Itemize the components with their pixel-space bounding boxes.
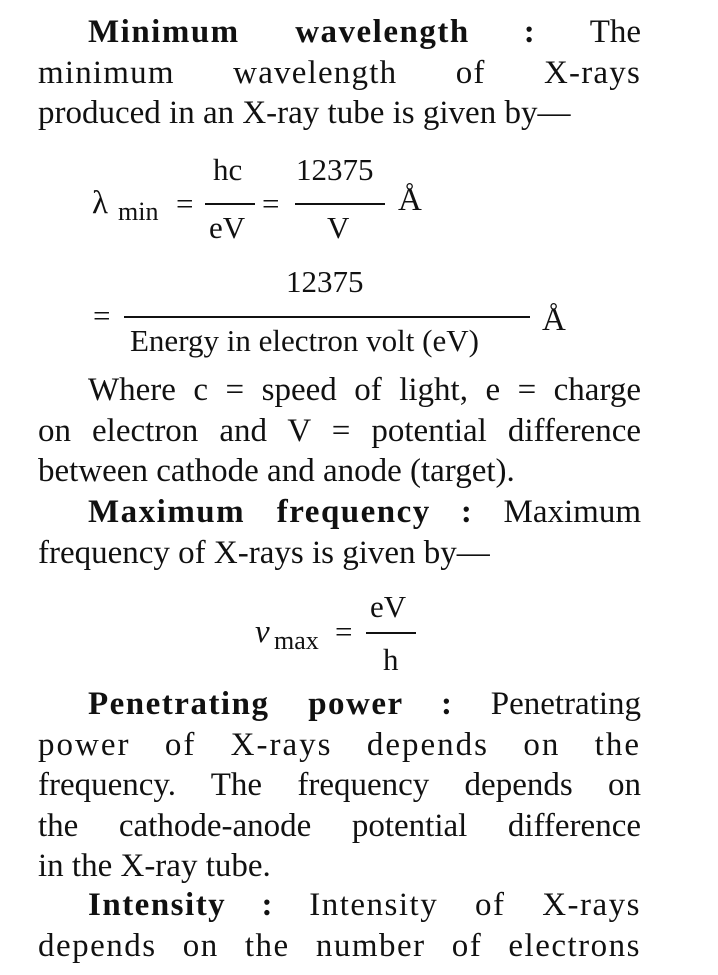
line: frequency of X-rays is given by— bbox=[38, 534, 490, 571]
nu-subscript: max bbox=[274, 626, 319, 655]
heading-penetrating-power: Penetrating power bbox=[88, 686, 404, 722]
heading-separator: : bbox=[440, 686, 454, 722]
line: minimum wavelength of X-rays bbox=[38, 54, 641, 91]
fraction-numerator: hc bbox=[213, 152, 243, 187]
fraction-bar bbox=[366, 632, 416, 634]
paragraph-intensity bbox=[38, 885, 641, 966]
equals-sign: = bbox=[176, 186, 194, 221]
line: Where c = speed of light, e = charge bbox=[88, 372, 641, 408]
heading-minimum-wavelength: Minimum wavelength bbox=[88, 14, 470, 50]
fraction-numerator: eV bbox=[370, 589, 407, 624]
paragraph-penetrating-power bbox=[38, 684, 641, 887]
fraction-denominator: h bbox=[383, 642, 399, 677]
equals-sign: = bbox=[262, 186, 280, 221]
line: produced in an X-ray tube is given by— bbox=[38, 95, 571, 131]
line: in the X-ray tube. bbox=[38, 848, 271, 884]
text-fragment: Maximum bbox=[503, 494, 642, 530]
text-fragment: Intensity of X-rays bbox=[309, 887, 642, 923]
equals-sign: = bbox=[93, 298, 111, 333]
heading-intensity: Intensity bbox=[88, 887, 227, 923]
text-page bbox=[38, 885, 641, 966]
line: the cathode-anode potential difference bbox=[38, 807, 641, 844]
fraction-numerator: 12375 bbox=[286, 264, 364, 299]
equals-sign: = bbox=[335, 614, 353, 649]
heading-separator: : bbox=[523, 14, 537, 50]
line: on electron and V = potential difference bbox=[38, 412, 641, 449]
lambda-subscript: min bbox=[118, 197, 159, 226]
line: frequency. The frequency depends on bbox=[38, 767, 641, 803]
text-fragment: Penetrating bbox=[490, 686, 642, 722]
line bbox=[38, 885, 641, 926]
line: depends on the number of electrons bbox=[38, 927, 641, 964]
line: between cathode and anode (target). bbox=[38, 453, 515, 489]
fraction-denominator: Energy in electron volt (eV) bbox=[130, 323, 479, 358]
angstrom-unit: Å bbox=[398, 182, 422, 218]
fraction-numerator: 12375 bbox=[296, 152, 374, 187]
text-page bbox=[38, 684, 641, 887]
line: power of X-rays depends on the bbox=[38, 726, 641, 763]
lambda-symbol: λ bbox=[92, 185, 109, 221]
line bbox=[38, 684, 641, 725]
heading-maximum-frequency: Maximum frequency bbox=[88, 494, 431, 530]
text-fragment: The bbox=[589, 14, 642, 50]
fraction-denominator: eV bbox=[209, 210, 246, 245]
fraction-denominator: V bbox=[327, 210, 350, 245]
heading-separator: : bbox=[460, 494, 474, 530]
heading-separator: : bbox=[261, 887, 274, 923]
angstrom-unit: Å bbox=[542, 302, 566, 338]
nu-symbol: v bbox=[255, 614, 270, 650]
